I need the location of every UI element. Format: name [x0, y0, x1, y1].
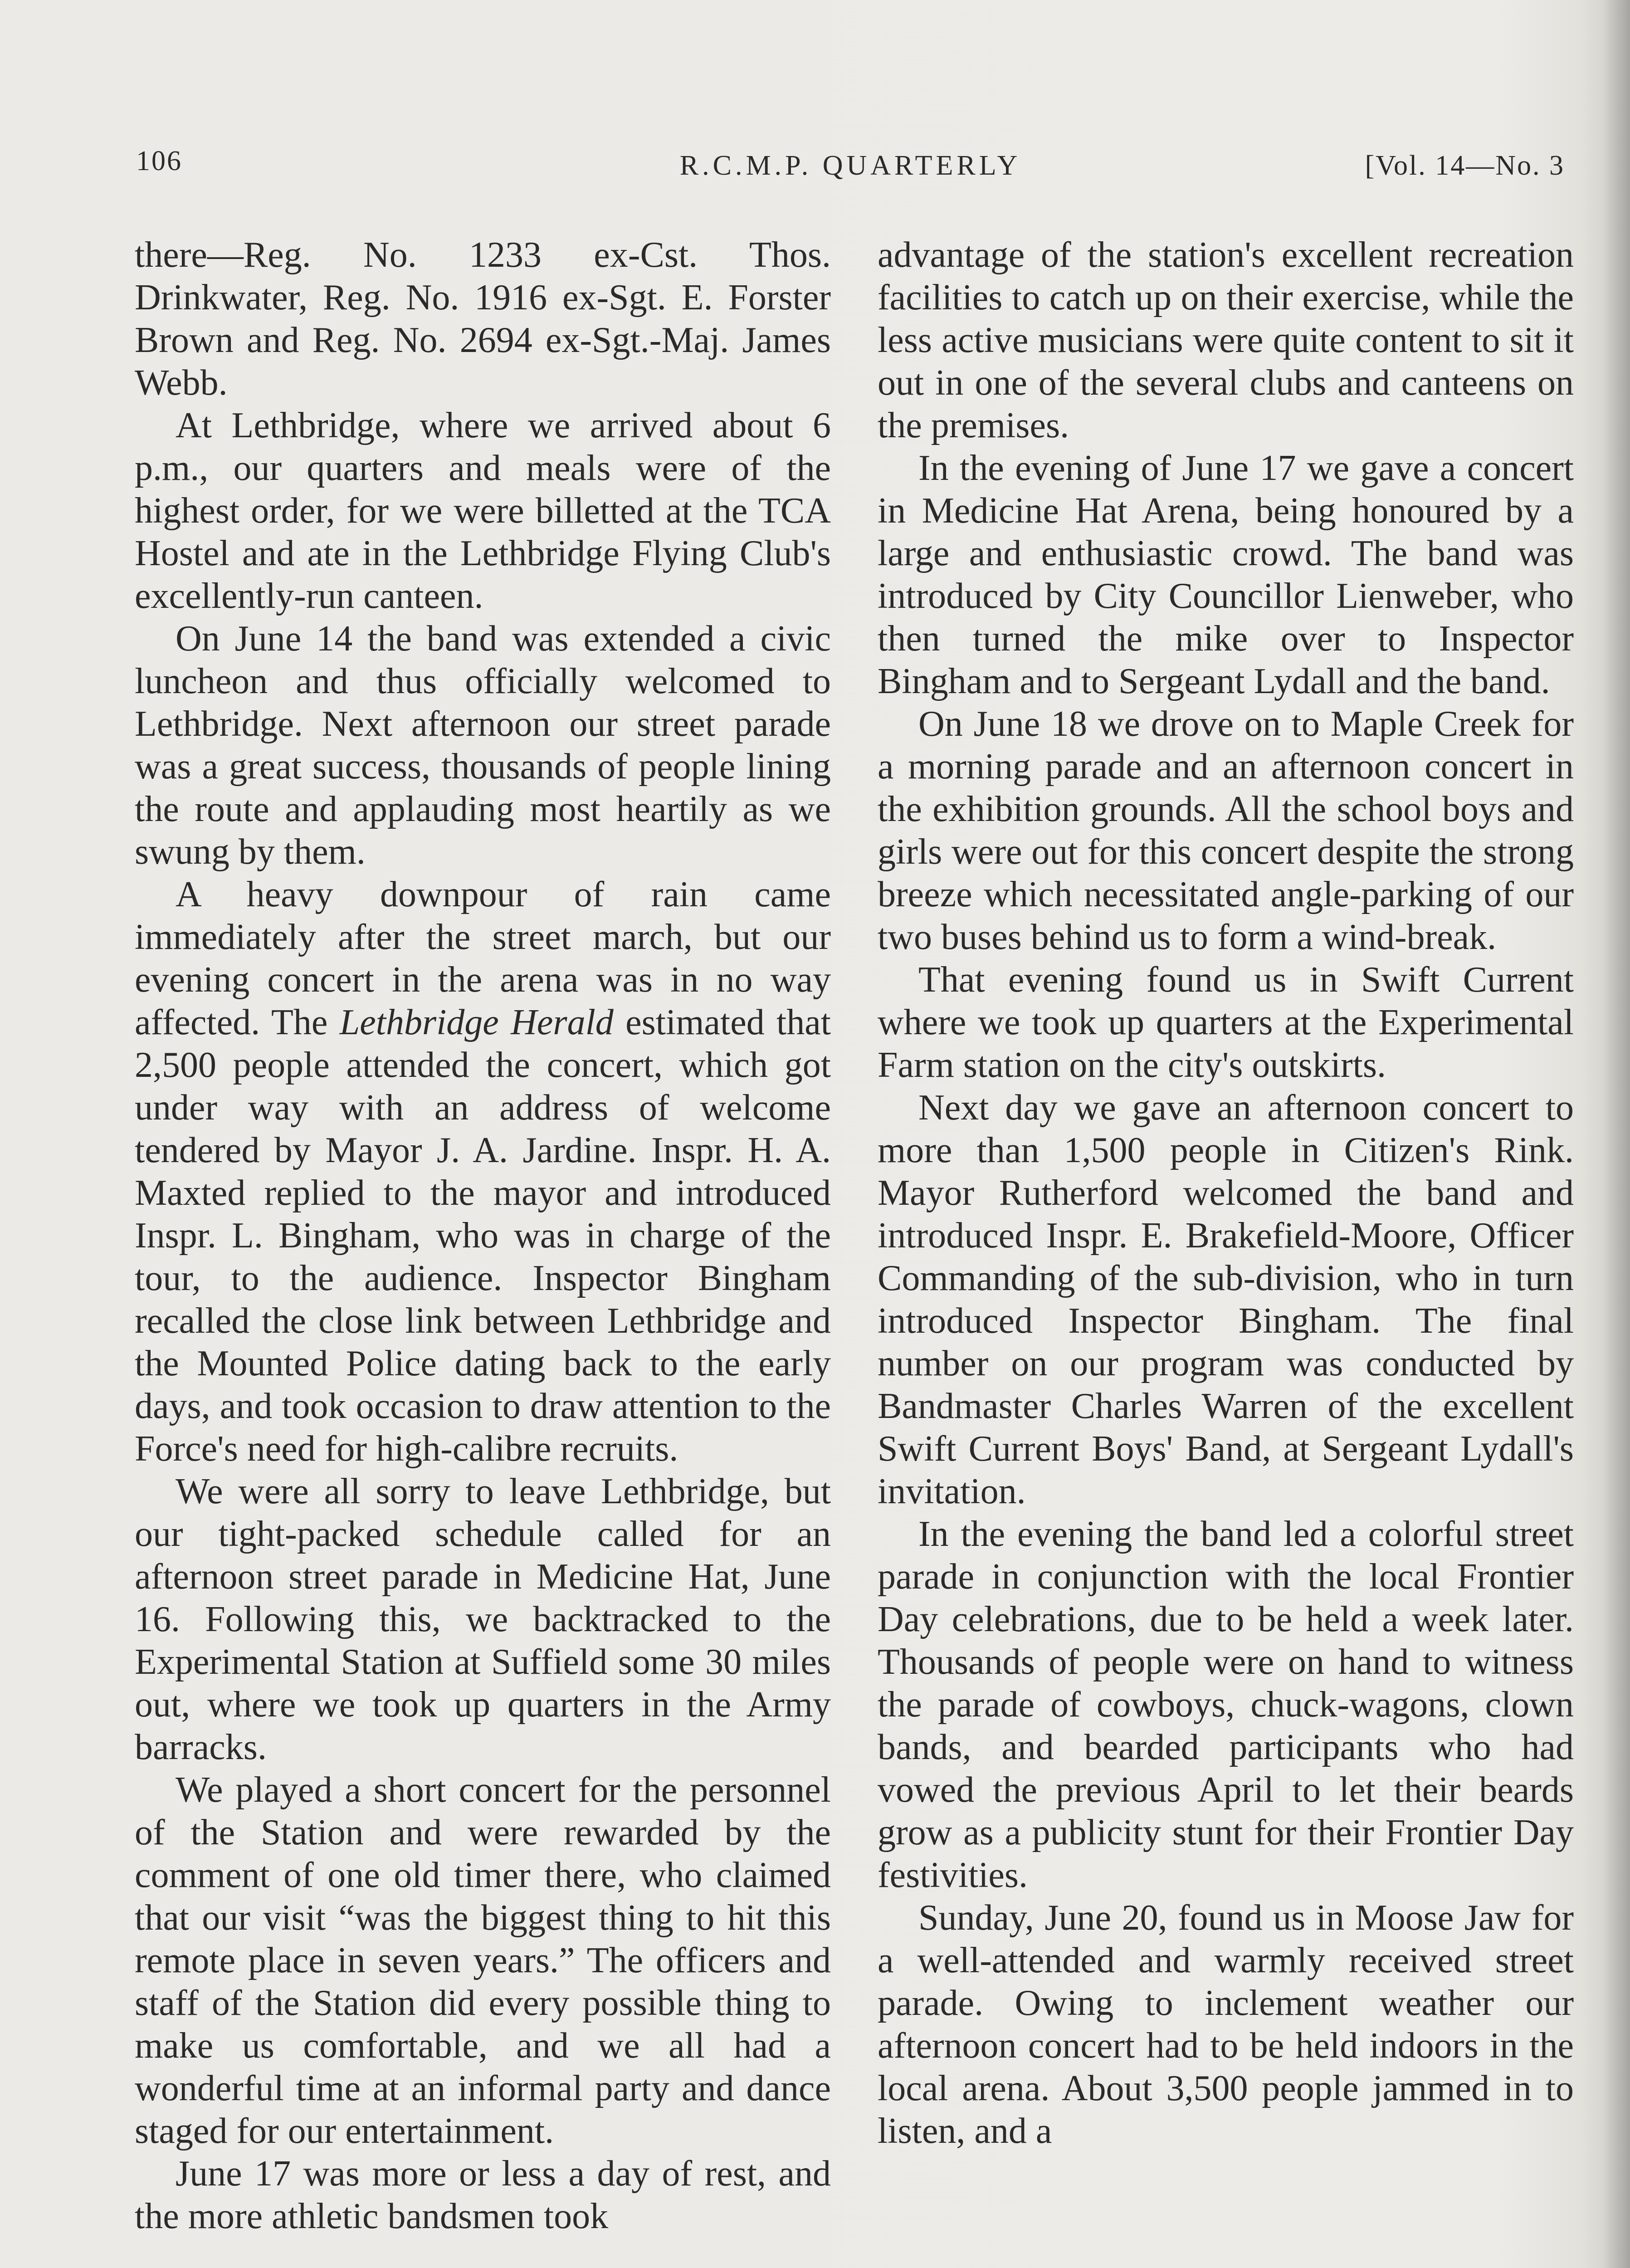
- page-edge-shadow: [1603, 0, 1630, 2268]
- paragraph: Next day we gave an afternoon concert to more than 1,500 people in Citizen's Rink. Mayor Rutherford welcomed the band and introduced Inspr. E. Brakefield-Moore, Officer Commanding of the sub-division, who in turn introduced Inspector Bingham. The final number on our program was conducted by Bandmaster Charles Warren of the excellent Swift Current Boys' Band, at Sergeant Lydall's invitation.: [878, 1088, 1574, 1511]
- page-number: 106: [136, 146, 182, 176]
- right-column: [878, 234, 1574, 2152]
- paragraph-text: estimated that 2,500 people attended the concert, which got under way with an address of welcome tendered by Mayor J. A. Jardine. Inspr. H. A. Maxted replied to the mayor and introduced Inspr. L. Bingham, who was in charge of the tour, to the audience. Inspector Bingham recalled the close link between Lethbridge and the Mounted Police dating back to the early days, and took occasion to draw attention to the Force's need for high-calibre recruits.: [135, 1002, 831, 1469]
- paragraph: On June 18 we drove on to Maple Creek for a morning parade and an afternoon concert in the exhibition grounds. All the school boys and girls were out for this concert despite the strong breeze which necessitated angle-parking of our two buses behind us to form a wind-break.: [878, 704, 1574, 957]
- paragraph: That evening found us in Swift Current where we took up quarters at the Experimental Farm station on the city's outskirts.: [878, 960, 1574, 1085]
- newspaper-title: Lethbridge Herald: [339, 1002, 614, 1042]
- journal-title: R.C.M.P. QUARTERLY: [679, 150, 1021, 181]
- paragraph: In the evening of June 17 we gave a concert in Medicine Hat Arena, being honoured by a large and enthusiastic crowd. The band was introduced by City Councillor Lienweber, who then turned the mike over to Inspector Bingham and to Sergeant Lydall and the band.: [878, 448, 1574, 701]
- volume-number: [Vol. 14—No. 3: [1365, 150, 1565, 181]
- paragraph-text: A heavy downpour of rain came immediately after the street march, but our evening concert in the arena was in no way affected. The: [135, 875, 831, 1042]
- paragraph: We played a short concert for the personnel of the Station and were rewarded by the comment of one old timer there, who claimed that our visit “was the biggest thing to hit this remote place in seven years.” The officers and staff of the Station did every possible thing to make us comfortable, and we all had a wonderful time at an informal party and dance staged for our entertainment.: [135, 1770, 831, 2151]
- paragraph: advantage of the station's excellent recreation facilities to catch up on their exercise, while the less active musicians were quite content to sit it out in one of the several clubs and canteens on the premises.: [878, 235, 1574, 445]
- paragraph: At Lethbridge, where we arrived about 6 p.m., our quarters and meals were of the highest order, for we were billetted at the TCA Hostel and ate in the Lethbridge Flying Club's excellently-run canteen.: [135, 406, 831, 616]
- paragraph: [135, 873, 831, 1470]
- paragraph: In the evening the band led a colorful street parade in conjunction with the local Frontier Day celebrations, due to be held a week later. Thousands of people were on hand to witness the parade of cowboys, chuck-wagons, clown bands, and bearded participants who had vowed the previous April to let their beards grow as a publicity stunt for their Frontier Day festivities.: [878, 1514, 1574, 1895]
- paragraph: On June 14 the band was extended a civic luncheon and thus officially welcomed to Lethbridge. Next afternoon our street parade was a great success, thousands of people lining the route and applauding most heartily as we swung by them.: [135, 619, 831, 872]
- paragraph: there—Reg. No. 1233 ex-Cst. Thos. Drinkwater, Reg. No. 1916 ex-Sgt. E. Forster Brown and Reg. No. 2694 ex-Sgt.-Maj. James Webb.: [135, 235, 831, 403]
- paragraph: We were all sorry to leave Lethbridge, but our tight-packed schedule called for an afternoon street parade in Medicine Hat, June 16. Following this, we backtracked to the Experimental Station at Suffield some 30 miles out, where we took up quarters in the Army barracks.: [135, 1471, 831, 1767]
- left-column: [135, 234, 831, 2238]
- paragraph: Sunday, June 20, found us in Moose Jaw for a well-attended and warmly received street parade. Owing to inclement weather our afternoon concert had to be held indoors in the local arena. About 3,500 people jammed in to listen, and a: [878, 1898, 1574, 2151]
- running-header: [136, 145, 1565, 191]
- paragraph: June 17 was more or less a day of rest, and the more athletic bandsmen took: [135, 2154, 831, 2236]
